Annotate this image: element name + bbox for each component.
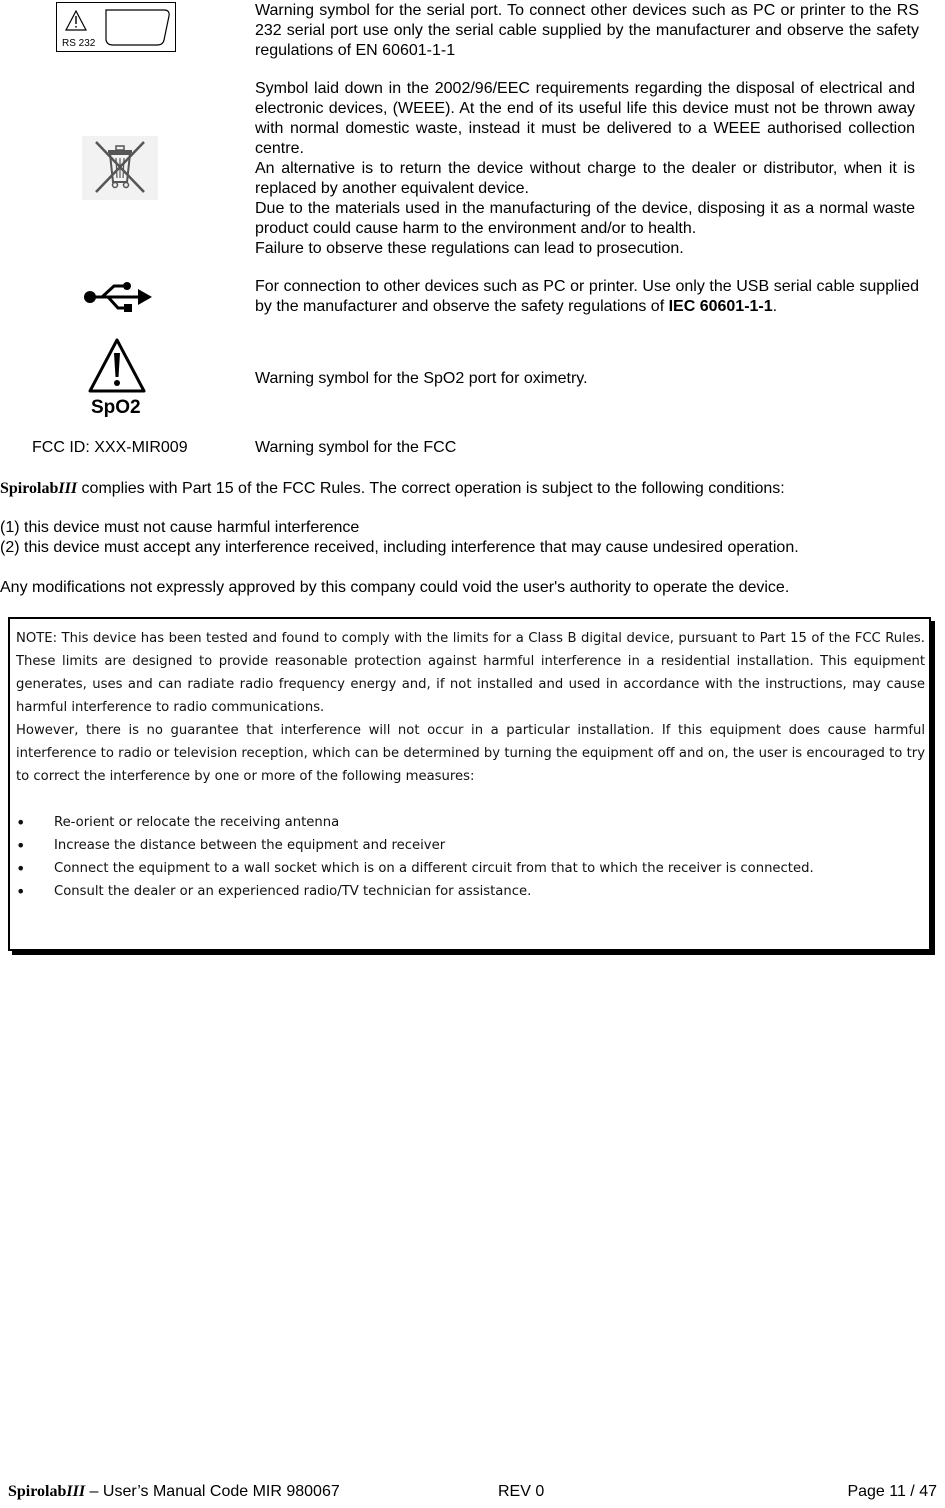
weee-paragraph: Due to the materials used in the manufacturing of the device, disposing it as a normal waste product could cause harm to the environment and/or to health. [255,200,915,237]
measures-list [16,811,929,903]
fcc-id-label: FCC ID: XXX-MIR009 [32,439,188,456]
spo2-description: Warning symbol for the SpO2 port for oximetry. [255,370,588,387]
fcc-condition-2: (2) this device must accept any interference received, including interference that may cause undesired operation. [0,539,799,556]
usb-text: For connection to other devices such as PC or printer. Use only the USB serial cable supplied by the manufacturer and observe the safety regulations of [255,278,919,315]
weee-paragraph: Failure to observe these regulations can lead to prosecution. [255,240,684,257]
list-item: • Re-orient or relocate the receiving antenna [16,811,929,834]
brand-suffix: III [58,480,78,497]
spo2-warning-icon [86,335,148,417]
list-item: • Increase the distance between the equipment and receiver [16,834,929,857]
compliance-text: complies with Part 15 of the FCC Rules. The correct operation is subject to the following conditions: [77,480,785,497]
footer-brand-suffix: III [66,1483,86,1500]
footer-manual: – User’s Manual Code MIR 980067 [85,1483,340,1500]
brand-name: Spirolab [0,480,59,497]
fcc-compliance-text [0,479,930,499]
usb-standard: IEC 60601-1-1 [668,298,773,315]
fcc-condition-1: (1) this device must not cause harmful interference [0,519,360,536]
weee-bin-icon [82,136,158,200]
note-paragraph: NOTE: This device has been tested and found to comply with the limits for a Class B digital device, pursuant to Part 15 of the FCC Rules. These limits are designed to provide reasonable protection against harmful interference in a residential installation. This equipment generates, uses and can radiate radio frequency energy and, if not installed and used in accordance with the instructions, may cause harmful interference to radio communications. [16,631,925,715]
rs232-icon-label: RS 232 [62,38,96,49]
rs232-description: Warning symbol for the serial port. To connect other devices such as PC or printer to the RS 232 serial port use only the serial cable supplied by the manufacturer and observe the safety regulations of EN 60601-1-1 [255,2,919,59]
footer-brand: Spirolab [8,1483,67,1500]
usb-text-end: . [772,298,778,315]
fcc-modifications: Any modifications not expressly approved by this company could void the user's authority to operate the device. [0,579,790,596]
weee-description [255,79,915,259]
list-item: • Consult the dealer or an experienced radio/TV technician for assistance. [16,880,929,903]
footer-revision: REV 0 [498,1483,545,1500]
rs232-warning-icon [56,2,176,52]
usb-description [255,277,919,317]
footer-manual-code [8,1482,340,1502]
note-paragraph: However, there is no guarantee that interference will not occur in a particular installation. If this equipment does cause harmful interference to radio or television reception, which can be determined by turning the equipment off and on, the user is encouraged to try to correct the interference by one or more of the following measures: [16,723,925,784]
weee-paragraph: An alternative is to return the device without charge to the dealer or distributor, when it is replaced by another equivalent device. [255,160,915,197]
list-item: • Connect the equipment to a wall socket which is on a different circuit from that to which the receiver is connected. [16,857,929,880]
fcc-note-box [8,617,931,951]
usb-icon [82,280,154,316]
weee-paragraph: Symbol laid down in the 2002/96/EEC requirements regarding the disposal of electrical and electronic devices, (WEEE). At the end of its useful life this device must not be thrown away with normal domestic waste, instead it must be delivered to a WEEE authorised collection centre. [255,80,915,157]
spo2-icon-label: SpO2 [91,397,141,417]
fcc-description: Warning symbol for the FCC [255,439,457,456]
footer-page-number: Page 11 / 47 [847,1483,937,1500]
